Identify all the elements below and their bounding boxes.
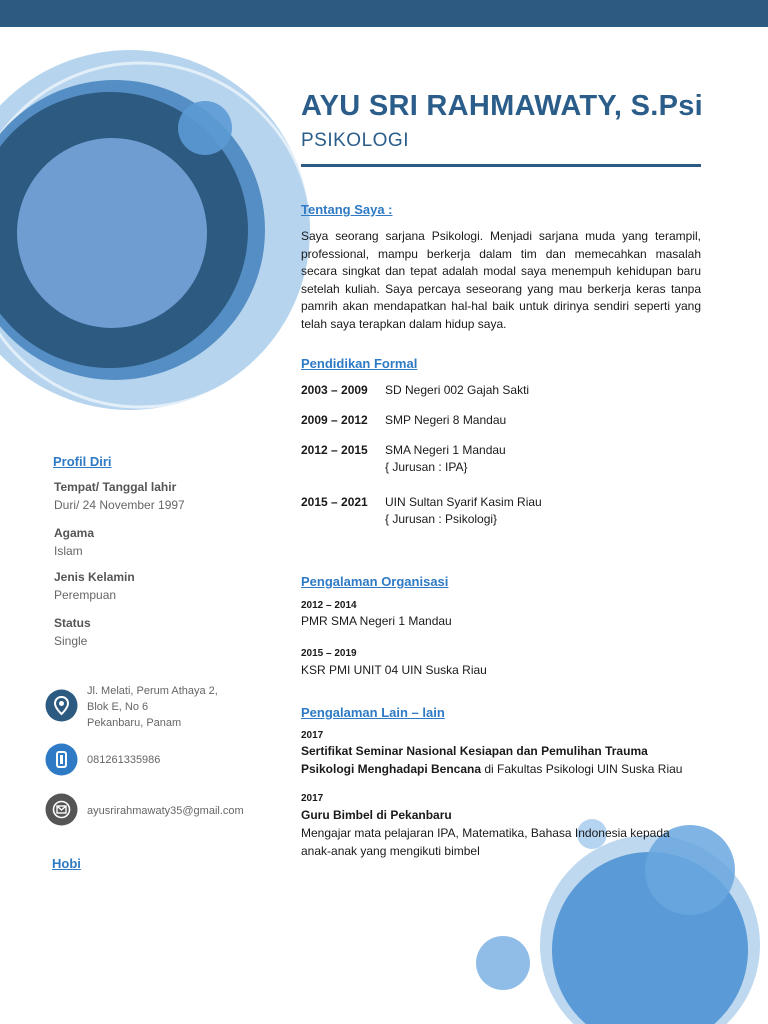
organization-years: 2015 – 2019: [301, 648, 357, 659]
location-pin-icon: [45, 689, 78, 722]
deco-small-circle-bottom-b: [476, 936, 530, 990]
profile-label: Status: [54, 616, 91, 630]
candidate-role: PSIKOLOGI: [301, 130, 409, 151]
hobby-title: Hobi: [52, 856, 81, 871]
education-school: UIN Sultan Syarif Kasim Riau: [385, 495, 542, 509]
phone-icon: [45, 743, 78, 776]
education-school: SD Negeri 002 Gajah Sakti: [385, 383, 530, 397]
organization-title: Pengalaman Organisasi: [301, 574, 449, 589]
profile-label: Jenis Kelamin: [54, 570, 135, 584]
address-line: Blok E, No 6: [87, 701, 149, 713]
candidate-name: AYU SRI RAHMAWATY, S.Psi: [301, 90, 703, 122]
phone-text[interactable]: 081261335986: [87, 754, 161, 766]
other-experience-title: Pengalaman Lain – lain: [301, 705, 445, 720]
education-school: SMP Negeri 8 Mandau: [385, 413, 507, 427]
deco-small-circle-top: [178, 101, 232, 155]
experience-entry: [301, 806, 701, 860]
profile-title: Profil Diri: [53, 454, 112, 469]
education-years: 2015 – 2021: [301, 495, 368, 509]
organization-name: PMR SMA Negeri 1 Mandau: [301, 614, 452, 628]
organization-name: KSR PMI UNIT 04 UIN Suska Riau: [301, 663, 487, 677]
address-line: Jl. Melati, Perum Athaya 2,: [87, 685, 218, 697]
experience-title: Guru Bimbel di Pekanbaru: [301, 808, 452, 822]
education-title: Pendidikan Formal: [301, 356, 418, 371]
education-detail: { Jurusan : Psikologi}: [385, 512, 498, 526]
about-text: Saya seorang sarjana Psikologi. Menjadi sarjana muda yang terampil, professional, mampu berkerja dalam tim dan memecahkan masalah secara singkat dan tepat adalah modal saya menempuh kehidupan baru setelah kuliah. Saya percaya seseorang yang mau berkerja keras tanpa pamrih akan mendapatkan hal-hal baik untuk dirinya sendiri seperti yang telah saya terapkan dalam hidup saya.: [301, 229, 701, 331]
organization-years: 2012 – 2014: [301, 600, 357, 611]
experience-year: 2017: [301, 793, 324, 804]
experience-description: Mengajar mata pelajaran IPA, Matematika, Bahasa Indonesia kepada anak-anak yang mengikuti bimbel: [301, 826, 670, 858]
education-detail: { Jurusan : IPA}: [385, 460, 468, 474]
profile-value: Single: [54, 634, 88, 648]
email-text[interactable]: ayusrirahmawaty35@gmail.com: [87, 805, 244, 817]
profile-value: Perempuan: [54, 588, 117, 602]
education-years: 2003 – 2009: [301, 383, 368, 397]
profile-label: Tempat/ Tanggal lahir: [54, 480, 177, 494]
address-line: Pekanbaru, Panam: [87, 717, 182, 729]
profile-label: Agama: [54, 526, 95, 540]
profile-value: Islam: [54, 544, 83, 558]
experience-title: Sertifikat Seminar Nasional Kesiapan dan Pemulihan Trauma Psikologi Menghadapi Bencana: [301, 744, 648, 776]
experience-entry: [301, 742, 701, 778]
profile-value: Duri/ 24 November 1997: [54, 498, 185, 512]
deco-inner-circle-top: [17, 138, 207, 328]
experience-year: 2017: [301, 730, 324, 741]
title-divider: [301, 164, 701, 167]
about-title: Tentang Saya :: [301, 202, 393, 217]
education-years: 2012 – 2015: [301, 443, 368, 457]
education-school: SMA Negeri 1 Mandau: [385, 443, 506, 457]
education-years: 2009 – 2012: [301, 413, 368, 427]
experience-description: di Fakultas Psikologi UIN Suska Riau: [481, 762, 683, 776]
address-text: [87, 683, 267, 731]
mail-icon: [45, 793, 78, 826]
